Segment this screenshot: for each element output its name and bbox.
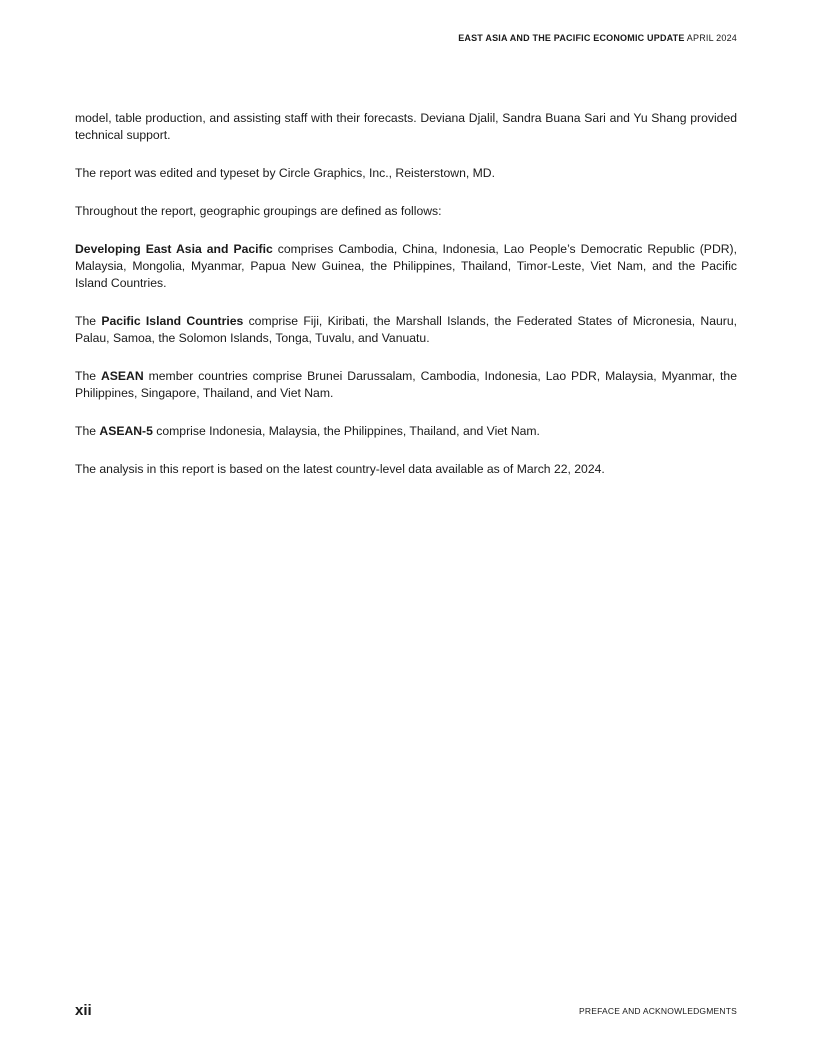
term-pacific-islands: Pacific Island Countries bbox=[101, 314, 244, 328]
paragraph-groupings-intro bbox=[75, 203, 737, 220]
paragraph-text: The report was edited and typeset by Circle Graphics, Inc., Reisterstown, MD. bbox=[75, 166, 495, 180]
term-asean: ASEAN bbox=[100, 369, 144, 383]
paragraph-text: model, table production, and assisting staff with their forecasts. Deviana Djalil, Sandra Buana Sari and Yu Shang provided technical support. bbox=[75, 111, 737, 142]
running-header bbox=[458, 33, 737, 43]
paragraph-developing-eap bbox=[75, 241, 737, 292]
header-title: EAST ASIA AND THE PACIFIC ECONOMIC UPDATE bbox=[458, 33, 685, 43]
paragraph-editing-credit bbox=[75, 165, 737, 182]
paragraph-text: comprise Indonesia, Malaysia, the Philippines, Thailand, and Viet Nam. bbox=[152, 424, 540, 438]
paragraph-text: member countries comprise Brunei Darussalam, Cambodia, Indonesia, Lao PDR, Malaysia, Myanmar, the Philippines, Singapore, Thailand, and Viet Nam. bbox=[75, 369, 737, 400]
paragraph-text: Throughout the report, geographic groupings are defined as follows: bbox=[75, 204, 442, 218]
paragraph-text: comprise Fiji, Kiribati, the Marshall Islands, the Federated States of Micronesia, Nauru, Palau, Samoa, the Solomon Islands, Tonga, Tuvalu, and Vanuatu. bbox=[75, 314, 737, 345]
body-text bbox=[75, 110, 737, 499]
paragraph-prefix: The bbox=[75, 369, 101, 383]
paragraph-prefix: The bbox=[75, 424, 100, 438]
paragraph-continuation bbox=[75, 110, 737, 144]
header-date: APRIL 2024 bbox=[686, 33, 737, 43]
paragraph-asean bbox=[75, 368, 737, 402]
running-footer: PREFACE AND ACKNOWLEDGMENTS bbox=[579, 1006, 737, 1016]
paragraph-pacific-islands bbox=[75, 313, 737, 347]
paragraph-text: The analysis in this report is based on the latest country-level data available as of March 22, 2024. bbox=[75, 462, 605, 476]
page-number: xii bbox=[75, 1002, 92, 1019]
paragraph-data-cutoff bbox=[75, 461, 737, 478]
paragraph-asean-5 bbox=[75, 423, 737, 440]
term-asean-5: ASEAN-5 bbox=[99, 424, 153, 438]
paragraph-text: comprises Cambodia, China, Indonesia, Lao People’s Democratic Republic (PDR), Malaysia, Mongolia, Myanmar, Papua New Guinea, the Philippines, Thailand, Timor-Leste, Viet Nam, and the Pacific Island Countries. bbox=[75, 242, 737, 290]
paragraph-prefix: The bbox=[75, 314, 102, 328]
term-developing-eap: Developing East Asia and Pacific bbox=[75, 242, 273, 256]
